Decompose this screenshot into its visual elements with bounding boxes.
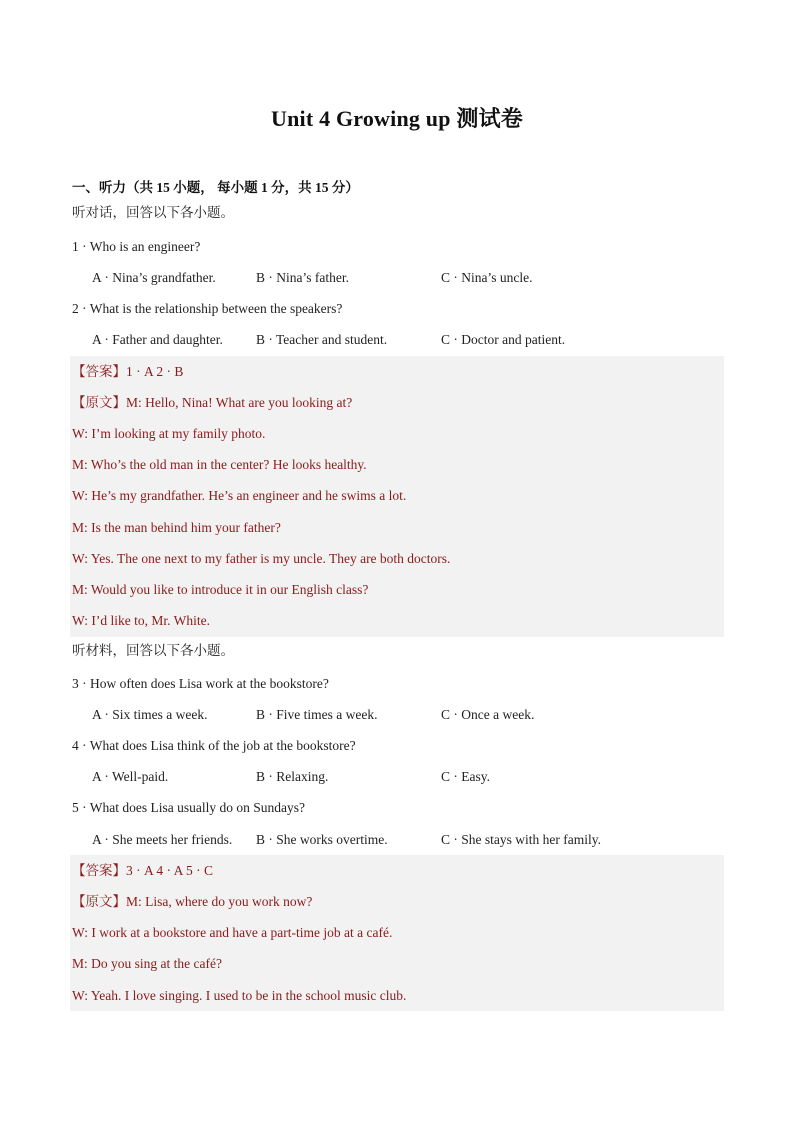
answer-tag: 【答案】 xyxy=(72,863,126,878)
script-tag: 【原文】 xyxy=(72,395,126,410)
q2-option-b[interactable]: B · Teacher and student. xyxy=(256,332,388,347)
q4-option-a[interactable]: A · Well-paid. xyxy=(92,769,169,784)
q4-option-b[interactable]: B · Relaxing. xyxy=(256,769,329,784)
question-1: 1 · Who is an engineer? xyxy=(72,239,201,254)
instruction-2: 听材料，回答以下各小题。 xyxy=(72,643,234,658)
q2-option-a[interactable]: A · Father and daughter. xyxy=(92,332,223,347)
script-line: W: I’d like to, Mr. White. xyxy=(72,613,210,628)
answer-text: 1 · A 2 · B xyxy=(126,364,184,379)
script-line: M: Lisa, where do you work now? xyxy=(126,894,313,909)
instruction-1: 听对话，回答以下各小题。 xyxy=(72,205,234,220)
question-5: 5 · What does Lisa usually do on Sundays? xyxy=(72,800,305,815)
script-line: W: I’m looking at my family photo. xyxy=(72,426,266,441)
q3-option-c[interactable]: C · Once a week. xyxy=(441,707,535,722)
q3-option-a[interactable]: A · Six times a week. xyxy=(92,707,208,722)
question-2: 2 · What is the relationship between the speakers? xyxy=(72,301,343,316)
answer-box-1 xyxy=(70,356,724,637)
q1-option-c[interactable]: C · Nina’s uncle. xyxy=(441,270,533,285)
script-line: M: Would you like to introduce it in our English class? xyxy=(72,582,369,597)
answer-tag: 【答案】 xyxy=(72,364,126,379)
script-tag: 【原文】 xyxy=(72,894,126,909)
script-line: W: Yeah. I love singing. I used to be in the school music club. xyxy=(72,988,407,1003)
script-line: W: Yes. The one next to my father is my uncle. They are both doctors. xyxy=(72,551,451,566)
page-title: Unit 4 Growing up 测试卷 xyxy=(271,106,523,131)
q3-option-b[interactable]: B · Five times a week. xyxy=(256,707,378,722)
question-3: 3 · How often does Lisa work at the bookstore? xyxy=(72,676,329,691)
section-heading: 一、听力（共 15 小题， 每小题 1 分，共 15 分） xyxy=(72,180,359,195)
q2-option-c[interactable]: C · Doctor and patient. xyxy=(441,332,566,347)
q5-option-c[interactable]: C · She stays with her family. xyxy=(441,832,601,847)
q1-option-b[interactable]: B · Nina’s father. xyxy=(256,270,349,285)
q5-option-b[interactable]: B · She works overtime. xyxy=(256,832,388,847)
script-line: W: He’s my grandfather. He’s an engineer and he swims a lot. xyxy=(72,488,407,503)
q4-option-c[interactable]: C · Easy. xyxy=(441,769,490,784)
q5-option-a[interactable]: A · She meets her friends. xyxy=(92,832,233,847)
script-line: M: Do you sing at the café? xyxy=(72,956,222,971)
answer-text: 3 · A 4 · A 5 · C xyxy=(126,863,214,878)
script-line: M: Is the man behind him your father? xyxy=(72,520,281,535)
question-4: 4 · What does Lisa think of the job at the bookstore? xyxy=(72,738,356,753)
answer-box-2 xyxy=(70,855,724,1011)
script-line: W: I work at a bookstore and have a part-time job at a café. xyxy=(72,925,393,940)
script-line: M: Who’s the old man in the center? He looks healthy. xyxy=(72,457,367,472)
script-line: M: Hello, Nina! What are you looking at? xyxy=(126,395,353,410)
q1-option-a[interactable]: A · Nina’s grandfather. xyxy=(92,270,216,285)
